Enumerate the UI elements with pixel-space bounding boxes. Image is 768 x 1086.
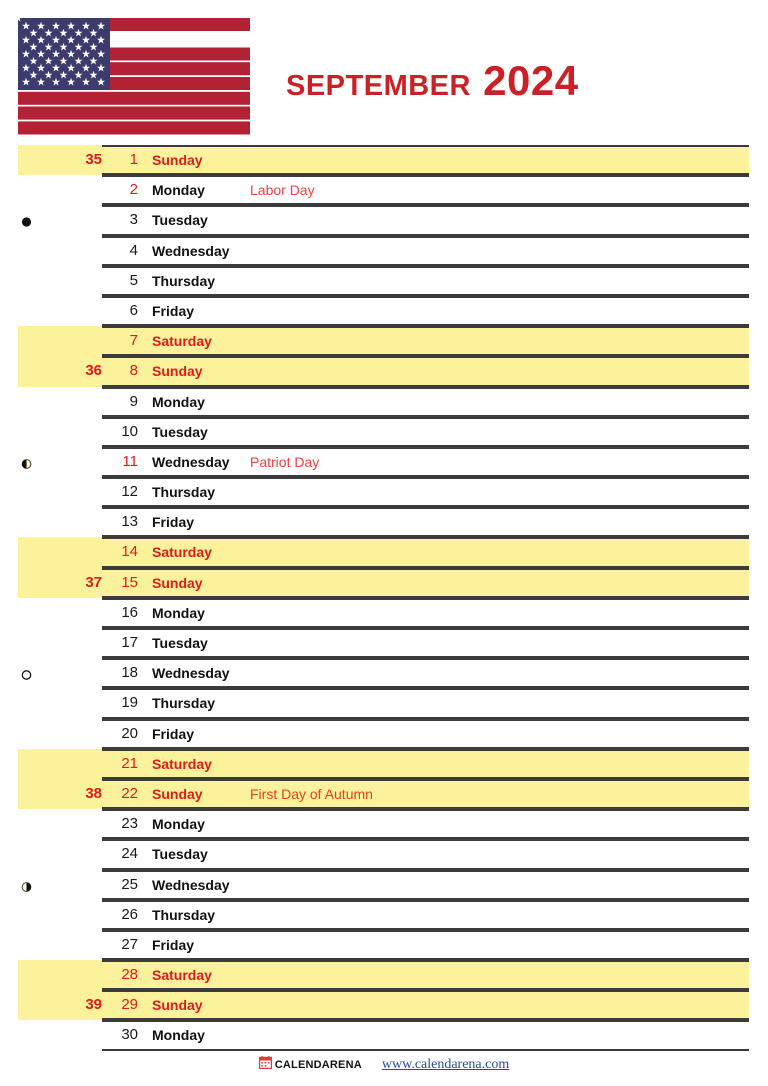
page-header bbox=[0, 0, 768, 145]
calendar-row[interactable] bbox=[0, 266, 768, 296]
day-number: 2 bbox=[129, 181, 138, 199]
week-number bbox=[18, 537, 102, 567]
calendar-row[interactable] bbox=[0, 537, 768, 567]
page-title: september 2024 bbox=[286, 57, 579, 104]
calendar-row[interactable] bbox=[0, 205, 768, 235]
week-number bbox=[18, 598, 102, 628]
week-number bbox=[18, 719, 102, 749]
calendar-row[interactable] bbox=[0, 447, 768, 477]
day-name: Tuesday bbox=[152, 846, 208, 863]
row-top-rule bbox=[102, 296, 749, 298]
week-number bbox=[18, 658, 102, 688]
calendar-row[interactable] bbox=[0, 960, 768, 990]
calendar-row[interactable] bbox=[0, 175, 768, 205]
calendar-row[interactable] bbox=[0, 870, 768, 900]
day-number: 11 bbox=[122, 452, 138, 470]
day-name: Friday bbox=[152, 725, 195, 742]
site-url-link[interactable]: www.calendarena.com bbox=[381, 1057, 510, 1072]
week-number bbox=[18, 870, 102, 900]
day-number: 15 bbox=[121, 573, 138, 591]
day-name: Thursday bbox=[152, 695, 216, 712]
calendar-row[interactable] bbox=[0, 326, 768, 356]
day-name: Monday bbox=[152, 393, 205, 410]
week-number bbox=[18, 236, 102, 266]
day-name: Wednesday bbox=[152, 665, 230, 682]
day-name: Thursday bbox=[152, 906, 216, 923]
calendar-row[interactable] bbox=[0, 628, 768, 658]
day-name: Tuesday bbox=[152, 423, 208, 440]
day-name: Thursday bbox=[152, 484, 216, 501]
week-number bbox=[18, 417, 102, 447]
day-number: 13 bbox=[121, 513, 138, 531]
day-name: Wednesday bbox=[152, 242, 230, 259]
calendar-icon bbox=[259, 1056, 272, 1074]
day-number: 29 bbox=[121, 996, 138, 1014]
day-number: 20 bbox=[121, 724, 138, 742]
calendar-row[interactable] bbox=[0, 417, 768, 447]
day-name: Monday bbox=[152, 182, 205, 199]
week-number bbox=[18, 387, 102, 417]
week-number bbox=[18, 326, 102, 356]
day-number: 18 bbox=[121, 664, 138, 682]
day-number: 21 bbox=[121, 754, 138, 772]
week-number bbox=[18, 688, 102, 718]
day-name: Sunday bbox=[152, 152, 203, 168]
day-number: 7 bbox=[129, 332, 138, 350]
row-top-rule bbox=[102, 930, 749, 932]
day-number: 27 bbox=[121, 935, 138, 953]
calendar-row[interactable] bbox=[0, 236, 768, 266]
calendar-row[interactable] bbox=[0, 507, 768, 537]
day-name: Friday bbox=[152, 302, 195, 319]
day-name: Saturday bbox=[152, 544, 212, 561]
us-flag-icon bbox=[18, 18, 250, 136]
day-name: Thursday bbox=[152, 272, 216, 289]
row-top-rule bbox=[102, 507, 749, 509]
day-name: Tuesday bbox=[152, 635, 208, 651]
week-number bbox=[18, 839, 102, 869]
event-label: Labor Day bbox=[250, 182, 315, 199]
calendar-row[interactable] bbox=[0, 809, 768, 839]
week-number bbox=[18, 900, 102, 930]
week-number: 39 bbox=[85, 996, 102, 1014]
day-number: 19 bbox=[121, 694, 138, 712]
day-name: Monday bbox=[152, 604, 205, 621]
week-number bbox=[18, 447, 102, 477]
calendar-row[interactable] bbox=[0, 839, 768, 869]
day-number: 16 bbox=[121, 603, 138, 621]
week-number: 36 bbox=[85, 362, 102, 380]
event-label: First Day of Autumn bbox=[250, 785, 373, 802]
brand bbox=[259, 1056, 362, 1074]
day-number: 28 bbox=[121, 966, 138, 984]
day-number: 8 bbox=[129, 362, 138, 380]
day-name: Wednesday bbox=[152, 453, 230, 470]
day-name: Sunday bbox=[152, 363, 203, 380]
calendar-row[interactable] bbox=[0, 296, 768, 326]
calendar-row[interactable] bbox=[0, 990, 768, 1020]
week-number bbox=[18, 960, 102, 990]
day-number: 26 bbox=[121, 905, 138, 923]
calendar-row[interactable] bbox=[0, 658, 768, 688]
day-name: Saturday bbox=[152, 333, 212, 350]
calendar-row[interactable] bbox=[0, 598, 768, 628]
calendar-row[interactable] bbox=[0, 477, 768, 507]
page-footer bbox=[0, 1052, 768, 1086]
day-name: Friday bbox=[152, 514, 195, 531]
day-number: 25 bbox=[121, 875, 138, 893]
calendar-row[interactable] bbox=[0, 688, 768, 718]
day-number: 30 bbox=[121, 1026, 138, 1044]
calendar-row[interactable] bbox=[0, 900, 768, 930]
day-name: Sunday bbox=[152, 574, 203, 591]
week-number bbox=[18, 749, 102, 779]
row-top-rule bbox=[102, 719, 749, 721]
week-number bbox=[18, 507, 102, 537]
calendar-row[interactable] bbox=[0, 1020, 768, 1050]
calendar-row[interactable] bbox=[0, 749, 768, 779]
day-number: 23 bbox=[121, 815, 138, 833]
day-name: Friday bbox=[152, 936, 195, 953]
day-number: 10 bbox=[121, 422, 138, 440]
day-name: Tuesday bbox=[152, 212, 208, 229]
week-number bbox=[18, 809, 102, 839]
day-number: 1 bbox=[129, 151, 138, 168]
day-number: 12 bbox=[121, 483, 138, 501]
week-number: 35 bbox=[85, 151, 102, 168]
calendar-row[interactable] bbox=[0, 779, 768, 809]
calendar-row[interactable] bbox=[0, 719, 768, 749]
week-number: 37 bbox=[85, 573, 102, 591]
day-number: 5 bbox=[129, 271, 138, 289]
week-number bbox=[18, 628, 102, 658]
day-number: 9 bbox=[129, 392, 138, 410]
week-number bbox=[18, 266, 102, 296]
day-name: Sunday bbox=[152, 785, 203, 802]
week-number: 38 bbox=[85, 784, 102, 802]
day-number: 4 bbox=[129, 241, 138, 259]
calendar-day-list bbox=[0, 145, 768, 1051]
calendar-row[interactable] bbox=[0, 356, 768, 386]
day-name: Saturday bbox=[152, 755, 212, 772]
week-number bbox=[18, 296, 102, 326]
day-number: 24 bbox=[121, 845, 138, 863]
brand-name: CALENDARENA bbox=[274, 1059, 362, 1071]
day-number: 3 bbox=[129, 211, 138, 229]
day-name: Monday bbox=[152, 1027, 205, 1044]
day-number: 22 bbox=[121, 784, 138, 802]
calendar-row[interactable] bbox=[0, 387, 768, 417]
day-number: 14 bbox=[121, 543, 138, 561]
week-number bbox=[18, 477, 102, 507]
week-number bbox=[18, 205, 102, 235]
calendar-row[interactable] bbox=[0, 145, 768, 175]
day-name: Sunday bbox=[152, 997, 203, 1014]
day-name: Wednesday bbox=[152, 876, 230, 893]
event-label: Patriot Day bbox=[250, 453, 320, 470]
week-number bbox=[18, 930, 102, 960]
day-number: 6 bbox=[129, 301, 138, 319]
day-name: Saturday bbox=[152, 967, 212, 984]
calendar-row[interactable] bbox=[0, 568, 768, 598]
week-number bbox=[18, 1020, 102, 1050]
week-number bbox=[18, 175, 102, 205]
calendar-row[interactable] bbox=[0, 930, 768, 960]
day-name: Monday bbox=[152, 816, 205, 833]
day-number: 17 bbox=[121, 634, 138, 651]
